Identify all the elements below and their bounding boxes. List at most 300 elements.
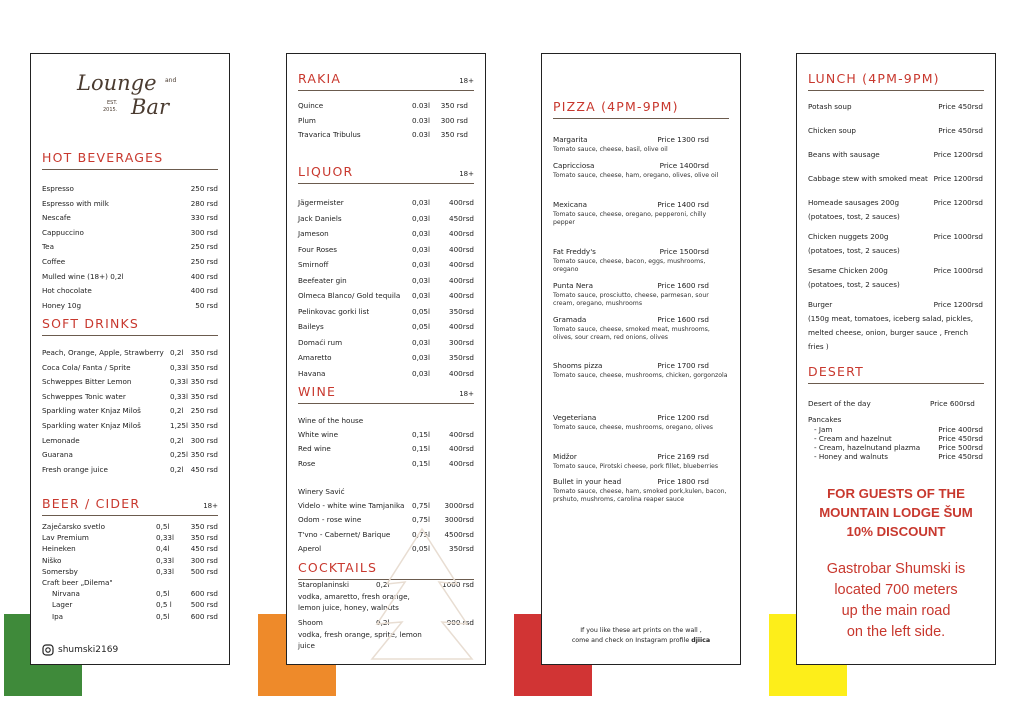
- item-name: Midžor: [553, 452, 577, 461]
- lounge-bar-logo: [71, 66, 191, 126]
- item-price: 250 rsd: [190, 256, 218, 266]
- item-price: 330 rsd: [190, 213, 218, 223]
- item-name: Plum: [298, 115, 316, 125]
- menu-item: [42, 270, 218, 285]
- item-name: Jack Daniels: [298, 213, 342, 223]
- menu-item: [298, 195, 474, 211]
- menu-item: [42, 361, 218, 376]
- menu-item: [298, 273, 474, 289]
- item-price: 350 rsd: [440, 101, 468, 110]
- item-price: 350 rsd: [190, 362, 218, 372]
- item-name: Honey 10g: [42, 300, 82, 310]
- menu-item: [808, 434, 984, 443]
- item-name: Sparkling water Knjaz Miloš: [42, 420, 141, 430]
- menu-item: [553, 134, 729, 146]
- item-name: Homeade sausages 200g: [808, 198, 900, 207]
- location-line: Gastrobar Shumski is: [826, 561, 966, 577]
- item-price: Price 1800 rsd: [657, 477, 709, 486]
- item-name: Smirnoff: [298, 260, 329, 269]
- item-name: Tea: [42, 242, 54, 252]
- item-price: 350 rsd: [190, 348, 218, 357]
- item-price: 400 rsd: [190, 286, 218, 296]
- item-volume: 0,75l: [412, 515, 431, 525]
- menu-item: [298, 211, 474, 227]
- item-description: Tomato sauce, cheese, basil, olive oil: [553, 146, 668, 153]
- menu-item: [42, 390, 218, 405]
- item-price: Price 1400 rsd: [657, 200, 709, 209]
- item-name: Punta Nera: [553, 281, 593, 290]
- menu-item: [298, 288, 474, 304]
- item-price: 500 rsd: [190, 600, 218, 610]
- item-name: Fat Freddy's: [553, 247, 596, 256]
- item-name: Margarita: [553, 135, 588, 144]
- soft-drinks-list: [42, 346, 218, 477]
- item-volume: 0,15l: [412, 458, 431, 468]
- rakia-list: [298, 99, 474, 143]
- item-name: Shoom: [298, 618, 323, 627]
- item-volume: 0,2l: [170, 406, 184, 416]
- menu-item: [42, 419, 218, 434]
- item-price: Price 1000rsd: [933, 232, 983, 241]
- lunch-list: [808, 100, 984, 360]
- item-name: Zaječarsko svetlo: [42, 522, 106, 531]
- item-name: Wine of the house: [298, 416, 364, 425]
- section-title-dessert: DESERT: [808, 364, 984, 384]
- item-price: 250 rsd: [190, 406, 218, 416]
- menu-item: [42, 404, 218, 419]
- item-name: Lager: [52, 600, 73, 610]
- item-volume: 0,03l: [412, 198, 431, 207]
- item-name: Potash soup: [808, 102, 852, 111]
- instagram-icon: [42, 644, 54, 656]
- item-price: Price 450rsd: [938, 433, 983, 443]
- instagram-handle-text: shumski2169: [58, 645, 119, 655]
- menu-item: [298, 442, 474, 456]
- item-name: Coca Cola/ Fanta / Sprite: [42, 362, 131, 372]
- menu-item: [298, 99, 474, 114]
- item-price: Price 1500rsd: [659, 247, 709, 256]
- item-price: Price 1200rsd: [933, 300, 983, 309]
- item-name: White wine: [298, 430, 339, 440]
- menu-item: [553, 412, 729, 424]
- item-volume: 0,03l: [412, 213, 431, 223]
- item-description: Tomato sauce, cheese, mushrooms, oregano, olives: [553, 424, 714, 431]
- pizza-list: [553, 134, 729, 504]
- item-volume: 0,05l: [412, 543, 431, 553]
- menu-item: [42, 197, 218, 212]
- item-price: Price 500rsd: [938, 442, 983, 452]
- menu-item: [42, 577, 218, 588]
- item-price: Price 600rsd: [930, 399, 975, 408]
- item-description: Tomato sauce, cheese, bacon, eggs, mushrooms, oregano: [553, 258, 706, 273]
- item-price: Price 1700 rsd: [657, 361, 709, 370]
- menu-item: [553, 280, 729, 292]
- item-description: Tomato sauce, prosciutto, cheese, parmesan, sour cream, oregano, mushrooms: [553, 292, 709, 307]
- item-name: Nirvana: [52, 589, 80, 599]
- item-name: Burger: [808, 300, 833, 309]
- item-price: 400rsd: [449, 458, 474, 468]
- item-price: 300 rsd: [440, 115, 468, 125]
- menu-item: [298, 304, 474, 320]
- item-name: Jameson: [298, 229, 329, 238]
- item-price: 450rsd: [449, 213, 474, 223]
- item-name: Chicken soup: [808, 126, 856, 135]
- item-name: Beefeater gin: [298, 275, 347, 285]
- item-price: 600 rsd: [190, 589, 218, 599]
- item-volume: 0,25l: [170, 450, 189, 460]
- item-name: Domaći rum: [298, 337, 343, 347]
- item-price: 400rsd: [449, 322, 474, 331]
- menu-item: [808, 196, 984, 210]
- item-volume: 0,33l: [156, 533, 175, 543]
- item-name: - Cream, hazelnutand plazma: [814, 442, 921, 452]
- menu-item: [42, 226, 218, 241]
- item-description: Tomato sauce, cheese, ham, smoked pork,kulen, bacon, prshuto, mushroms, carolina reaper sauce: [553, 488, 727, 503]
- item-volume: 0,05l: [412, 322, 431, 331]
- menu-panel-spirits: [286, 53, 486, 665]
- item-volume: 0,03l: [412, 337, 431, 347]
- location-line: on the left side.: [846, 624, 946, 640]
- item-name: Amaretto: [298, 353, 332, 362]
- section-title-hot-beverages: HOT BEVERAGES: [42, 150, 218, 170]
- item-name: - Cream and hazelnut: [814, 433, 892, 443]
- menu-item: [42, 555, 218, 566]
- item-volume: 0.03l: [412, 101, 431, 110]
- item-volume: 0,75l: [412, 529, 431, 539]
- item-description: (potatoes, tost, 2 sauces): [808, 212, 900, 221]
- menu-item: [553, 451, 729, 463]
- age-limit-badge: 18+: [203, 502, 218, 510]
- item-volume: 0,33l: [170, 377, 189, 387]
- item-price: 400rsd: [449, 291, 474, 300]
- menu-item: [298, 350, 474, 366]
- item-price: Price 1400rsd: [659, 161, 709, 170]
- item-price: 400rsd: [449, 260, 474, 269]
- item-volume: 0,03l: [412, 229, 431, 238]
- menu-item: [553, 199, 729, 211]
- item-volume: 0.03l: [412, 130, 431, 139]
- item-name: Shooms pizza: [553, 361, 603, 370]
- item-name: Sesame Chicken 200g: [808, 266, 888, 275]
- item-name: Mexicana: [553, 200, 588, 209]
- item-price: Price 1200rsd: [933, 150, 983, 159]
- promo-line: 10% DISCOUNT: [846, 524, 946, 539]
- item-price: 300rsd: [449, 337, 474, 347]
- item-name: Pelinkovac gorki list: [298, 306, 370, 316]
- menu-item: [808, 298, 984, 312]
- menu-item: [42, 532, 218, 543]
- menu-item: [553, 360, 729, 372]
- item-name: Beans with sausage: [808, 150, 880, 159]
- menu-item: [42, 211, 218, 226]
- hot-beverages-list: [42, 182, 218, 313]
- item-price: Price 400rsd: [938, 424, 983, 434]
- item-price: 300 rsd: [190, 227, 218, 237]
- item-name: Guarana: [42, 450, 73, 460]
- liquor-list: [298, 195, 474, 381]
- art-prints-footer: [552, 626, 730, 646]
- age-limit-badge: 18+: [459, 390, 474, 398]
- item-name: Nescafe: [42, 213, 71, 223]
- item-volume: 0,03l: [412, 291, 431, 300]
- menu-item: [808, 443, 984, 452]
- item-name: Ipa: [52, 611, 64, 621]
- item-volume: 1,25l: [170, 420, 189, 430]
- item-description: (potatoes, tost, 2 sauces): [808, 246, 900, 255]
- item-price: 400rsd: [449, 444, 474, 454]
- item-price: 400rsd: [449, 430, 474, 440]
- item-name: - Honey and walnuts: [814, 451, 888, 461]
- item-description: Tomato sauce, cheese, oregano, pepperoni, chilly pepper: [553, 211, 707, 226]
- logo-year: 2015.: [103, 107, 118, 113]
- footer-line-1: If you like these art prints on the wall ,: [580, 627, 702, 634]
- menu-item: [42, 434, 218, 449]
- item-volume: 0,03l: [412, 353, 431, 362]
- item-name: Havana: [298, 368, 326, 378]
- item-volume: 0,15l: [412, 444, 431, 454]
- menu-item: [298, 366, 474, 382]
- item-name: Jägermeister: [298, 198, 344, 207]
- item-price: 280 rsd: [190, 198, 218, 208]
- promo-line: MOUNTAIN LODGE ŠUM: [819, 505, 973, 520]
- menu-item: [298, 319, 474, 335]
- item-name: Espresso with milk: [42, 198, 109, 208]
- item-price: 3000rsd: [444, 515, 474, 525]
- item-name: Olmeca Blanco/ Gold tequila: [298, 291, 401, 300]
- item-description: (150g meat, tomatoes, iceberg salad, pickles, melted cheese, onion, burger sauce , French fries ): [808, 314, 973, 351]
- section-title-cocktails: COCKTAILS: [298, 560, 474, 580]
- item-name: Bullet in your head: [553, 477, 622, 486]
- item-volume: 0,2l: [376, 618, 390, 627]
- item-price: 350 rsd: [190, 420, 218, 430]
- pancakes-heading: Pancakes: [808, 414, 842, 424]
- logo-word-bar: Bar: [131, 95, 169, 119]
- menu-item: [42, 284, 218, 299]
- item-price: 350rsd: [449, 543, 474, 553]
- menu-item: [42, 299, 218, 314]
- item-volume: 0,33l: [156, 566, 175, 576]
- menu-item: [298, 114, 474, 129]
- item-volume: 0,33l: [170, 362, 189, 372]
- menu-item: [298, 335, 474, 351]
- item-name: Videlo - white wine Tamjanika: [298, 501, 405, 511]
- section-title-pizza: PIZZA (4PM-9PM): [553, 99, 729, 119]
- item-name: Chicken nuggets 200g: [808, 232, 889, 241]
- item-price: 400rsd: [449, 275, 474, 285]
- item-price: 450 rsd: [190, 544, 218, 554]
- item-price: 50 rsd: [195, 300, 218, 310]
- menu-item: [298, 226, 474, 242]
- menu-item: [298, 242, 474, 258]
- item-name: - Jam: [814, 424, 833, 434]
- promo-line: FOR GUESTS OF THE: [827, 486, 965, 501]
- menu-item: [42, 588, 218, 599]
- item-price: 500 rsd: [190, 566, 218, 576]
- item-name: T'vno - Cabernet/ Barique: [298, 529, 391, 539]
- item-name: Quince: [298, 101, 324, 110]
- item-price: Price 1600 rsd: [657, 281, 709, 290]
- item-volume: 0,33l: [156, 555, 175, 565]
- item-volume: 0.03l: [412, 115, 431, 125]
- item-name: Rose: [298, 458, 316, 468]
- item-price: Price 1000rsd: [933, 266, 983, 275]
- menu-item: [42, 182, 218, 197]
- item-volume: 0,2l: [170, 464, 184, 474]
- beer-cider-list: [42, 521, 218, 622]
- age-limit-badge: 18+: [459, 170, 474, 178]
- item-price: Price 1200rsd: [933, 198, 983, 207]
- instagram-profile-link[interactable]: djiica: [691, 637, 711, 644]
- menu-item: [808, 452, 984, 461]
- age-limit-badge: 18+: [459, 77, 474, 85]
- item-name: Lemonade: [42, 435, 80, 445]
- section-title-wine: WINE 18+: [298, 384, 474, 404]
- item-description: vodka, amaretto, fresh orange, lemon juice, honey, walnuts: [298, 592, 410, 612]
- item-price: 400 rsd: [190, 271, 218, 281]
- item-price: 350rsd: [449, 353, 474, 362]
- item-name: Sparkling water Knjaz Miloš: [42, 406, 141, 416]
- menu-item: [808, 425, 984, 434]
- item-name: Red wine: [298, 444, 331, 454]
- tree-decoration-icon: [367, 524, 477, 664]
- item-price: 300 rsd: [190, 435, 218, 445]
- item-price: 600 rsd: [190, 611, 218, 621]
- item-price: Price 1300 rsd: [657, 135, 709, 144]
- item-volume: 0,05l: [412, 306, 431, 316]
- item-price: 350 rsd: [190, 377, 218, 387]
- footer-line-2: come and check on Instagram profile: [571, 637, 692, 644]
- item-name: Heineken: [42, 544, 76, 554]
- menu-item: [553, 314, 729, 326]
- location-line: up the main road: [841, 603, 951, 619]
- item-name: Vegeteriana: [553, 413, 597, 422]
- item-description: vodka, fresh orange, sprite, lemon juice: [298, 630, 422, 650]
- item-volume: 0,15l: [412, 430, 431, 440]
- section-title-liquor: LIQUOR 18+: [298, 164, 474, 184]
- logo-est: EST.: [107, 100, 118, 106]
- menu-item: [808, 172, 984, 186]
- item-volume: 0,2l: [170, 435, 184, 445]
- item-description: Tomato sauce, cheese, ham, oregano, olives, olive oil: [553, 172, 719, 179]
- menu-item: [42, 240, 218, 255]
- item-description: Tomato sauce, cheese, mushrooms, chicken, gorgonzola: [553, 372, 728, 379]
- menu-item: [808, 100, 984, 114]
- location-line: located 700 meters: [834, 582, 958, 598]
- item-name: Espresso: [42, 184, 74, 193]
- menu-panel-beverages: [30, 53, 230, 665]
- menu-item: [42, 255, 218, 270]
- item-volume: 0,2l: [170, 348, 184, 357]
- item-price: 400rsd: [449, 229, 474, 238]
- item-description: Tomato sauce, Pirotski cheese, pork fillet, blueberries: [553, 463, 719, 470]
- item-name: Schweppes Bitter Lemon: [42, 377, 132, 387]
- menu-item: [42, 521, 218, 532]
- item-volume: 0,4l: [156, 544, 170, 554]
- item-description: (potatoes, tost, 2 sauces): [808, 280, 900, 289]
- item-name: Four Roses: [298, 244, 338, 254]
- item-price: 900 rsd: [446, 618, 474, 627]
- item-price: Price 450rsd: [938, 126, 983, 135]
- menu-item: [298, 457, 474, 471]
- logo-word-lounge: Lounge: [77, 71, 157, 95]
- menu-item: [298, 428, 474, 442]
- menu-item: [42, 611, 218, 622]
- item-price: Price 450rsd: [938, 102, 983, 111]
- item-price: 3000rsd: [444, 501, 474, 511]
- item-price: 1000 rsd: [442, 580, 474, 589]
- discount-promo: [805, 484, 987, 541]
- item-name: Coffee: [42, 256, 66, 266]
- menu-item: [808, 148, 984, 162]
- item-price: 4500rsd: [444, 529, 474, 539]
- menu-item: [808, 397, 984, 412]
- menu-item: [298, 499, 474, 513]
- menu-item: [42, 543, 218, 554]
- item-price: Price 450rsd: [938, 451, 983, 461]
- menu-item: [808, 230, 984, 244]
- menu-panel-pizza: [541, 53, 741, 665]
- item-name: Odom - rose wine: [298, 515, 362, 525]
- menu-item: [553, 246, 729, 258]
- logo-word-and: and: [165, 77, 177, 84]
- item-price: 450 rsd: [190, 464, 218, 474]
- menu-panel-lunch: [796, 53, 996, 665]
- menu-item: [298, 128, 474, 143]
- menu-item: [42, 463, 218, 478]
- item-name: Travarica Tribulus: [298, 130, 361, 139]
- menu-item: [298, 257, 474, 273]
- section-title-rakia: RAKIA 18+: [298, 71, 474, 91]
- item-name: Gramada: [553, 315, 587, 324]
- location-note: [805, 559, 987, 643]
- item-name: Somersby: [42, 566, 78, 576]
- item-volume: 0,03l: [412, 275, 431, 285]
- item-volume: 0,03l: [412, 260, 431, 269]
- item-name: Desert of the day: [808, 399, 871, 408]
- item-price: Price 2169 rsd: [657, 452, 709, 461]
- item-name: Capricciosa: [553, 161, 595, 170]
- item-price: Price 1600 rsd: [657, 315, 709, 324]
- item-volume: 0,2l: [376, 580, 390, 589]
- menu-item: [42, 448, 218, 463]
- item-volume: 0,5l: [156, 611, 170, 621]
- item-price: 350 rsd: [190, 391, 218, 401]
- item-price: 350rsd: [449, 306, 474, 316]
- item-price: 350 rsd: [190, 522, 218, 531]
- item-name: Niško: [42, 555, 62, 565]
- menu-item: [298, 414, 474, 428]
- item-name: Hot chocolate: [42, 286, 92, 296]
- item-name: Mulled wine (18+) 0,2l: [42, 271, 124, 281]
- item-name: Baileys: [298, 322, 324, 331]
- item-description: Tomato sauce, cheese, smoked meat, mushrooms, olives, sour cream, red onions, olives: [553, 326, 710, 341]
- item-name: Cappuccino: [42, 227, 84, 237]
- item-price: 250 rsd: [190, 242, 218, 252]
- item-price: Price 1200 rsd: [657, 413, 709, 422]
- item-name: Winery Savić: [298, 486, 345, 496]
- section-title-beer-cider: BEER / CIDER 18+: [42, 496, 218, 516]
- item-volume: 0,33l: [170, 391, 189, 401]
- item-price: 300 rsd: [190, 555, 218, 565]
- item-price: 400rsd: [449, 368, 474, 378]
- menu-item: [42, 599, 218, 610]
- item-name: Aperol: [298, 543, 322, 553]
- item-price: 350 rsd: [190, 450, 218, 460]
- item-name: Lav Premium: [42, 533, 89, 543]
- item-volume: 0,75l: [412, 501, 431, 511]
- menu-item: [42, 346, 218, 361]
- item-price: Price 1200rsd: [933, 174, 983, 183]
